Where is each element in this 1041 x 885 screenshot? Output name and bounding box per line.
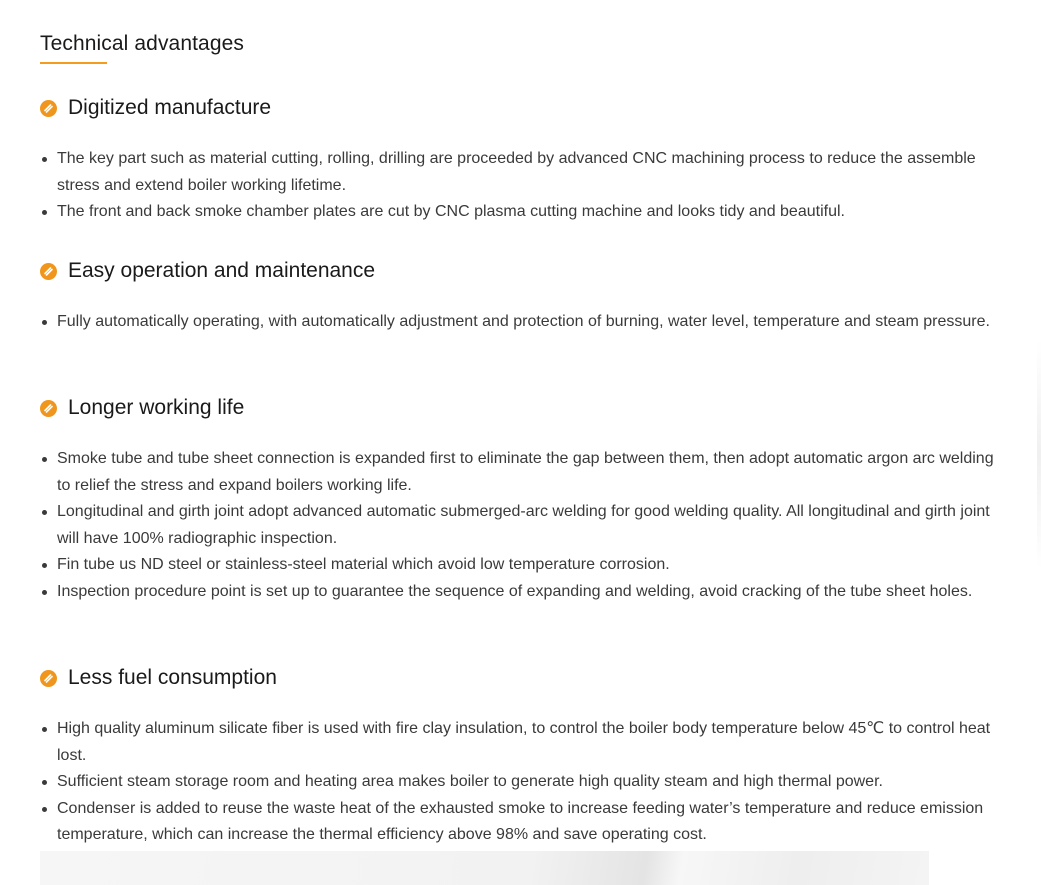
section-header: [40, 94, 1010, 122]
list-item: Longitudinal and girth joint adopt advanced automatic submerged-arc welding for good welding quality. All longitudinal and girth joint will have 100% radiographic inspection.: [40, 499, 1010, 552]
section-longer-working-life: [40, 394, 1010, 606]
orange-circle-bullet-icon: [40, 400, 57, 417]
list-item: High quality aluminum silicate fiber is used with fire clay insulation, to control the boiler body temperature below 45℃ to control heat lost.: [40, 716, 1010, 769]
section-header: [40, 257, 1010, 285]
bullet-list: [40, 716, 1010, 849]
section-header: [40, 664, 1010, 692]
product-image-partial: [40, 851, 929, 885]
section-title: Less fuel consumption: [68, 666, 277, 689]
section-title: Longer working life: [68, 396, 245, 419]
list-item: The front and back smoke chamber plates are cut by CNC plasma cutting machine and looks tidy and beautiful.: [40, 199, 1010, 226]
section-title: Digitized manufacture: [68, 96, 272, 119]
list-item: Sufficient steam storage room and heating area makes boiler to generate high quality steam and high thermal power.: [40, 769, 1010, 796]
list-item: Condenser is added to reuse the waste heat of the exhausted smoke to increase feeding water’s temperature and reduce emission temperature, which can increase the thermal efficiency above 98% and save operating cost.: [40, 796, 1010, 849]
list-item: Smoke tube and tube sheet connection is expanded first to eliminate the gap between them, then adopt automatic argon arc welding to relief the stress and expand boilers working life.: [40, 446, 1010, 499]
orange-circle-bullet-icon: [40, 100, 57, 117]
list-item: The key part such as material cutting, rolling, drilling are proceeded by advanced CNC machining process to reduce the assemble stress and extend boiler working lifetime.: [40, 146, 1010, 199]
list-item: Inspection procedure point is set up to guarantee the sequence of expanding and welding, avoid cracking of the tube sheet holes.: [40, 579, 1010, 606]
section-less-fuel-consumption: [40, 664, 1010, 849]
list-item: Fully automatically operating, with automatically adjustment and protection of burning, water level, temperature and steam pressure.: [40, 309, 1010, 336]
list-item: Fin tube us ND steel or stainless-steel material which avoid low temperature corrosion.: [40, 552, 1010, 579]
bullet-list: [40, 446, 1010, 606]
bullet-list: [40, 309, 1010, 336]
scroll-edge-shadow: [1037, 340, 1041, 570]
bullet-list: [40, 146, 1010, 226]
section-digitized-manufacture: [40, 94, 1010, 226]
section-easy-operation: [40, 257, 1010, 336]
section-header: [40, 394, 1010, 422]
title-underline: [40, 62, 107, 64]
section-title: Easy operation and maintenance: [68, 259, 376, 282]
page-title: Technical advantages: [40, 32, 244, 55]
orange-circle-bullet-icon: [40, 263, 57, 280]
orange-circle-bullet-icon: [40, 670, 57, 687]
